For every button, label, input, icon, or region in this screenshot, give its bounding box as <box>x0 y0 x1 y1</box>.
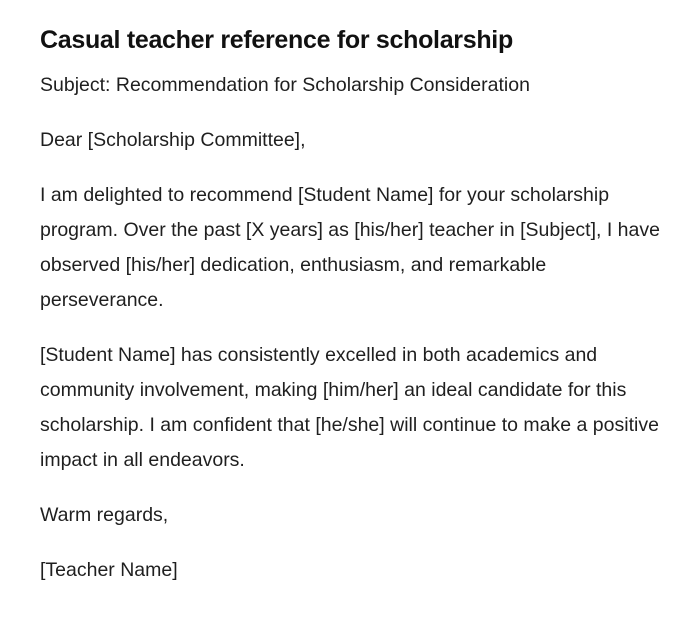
signature: [Teacher Name] <box>40 559 178 581</box>
salutation: Dear [Scholarship Committee], <box>40 129 306 151</box>
document-title: Casual teacher reference for scholarship <box>40 26 513 54</box>
subject-line: Subject: Recommendation for Scholarship Consideration <box>40 74 530 96</box>
closing: Warm regards, <box>40 504 169 526</box>
body-paragraph-1: I am delighted to recommend [Student Name] for your scholarship program. Over the past [X years] as [his/her] teacher in [Subject], I have observed [his/her] dedication, enthusiasm, and remarkable perseverance. <box>40 184 660 311</box>
body-paragraph-2: [Student Name] has consistently excelled in both academics and community involvement, making [him/her] an ideal candidate for this scholarship. I am confident that [he/she] will continue to make a positive impact in all endeavors. <box>40 344 659 471</box>
